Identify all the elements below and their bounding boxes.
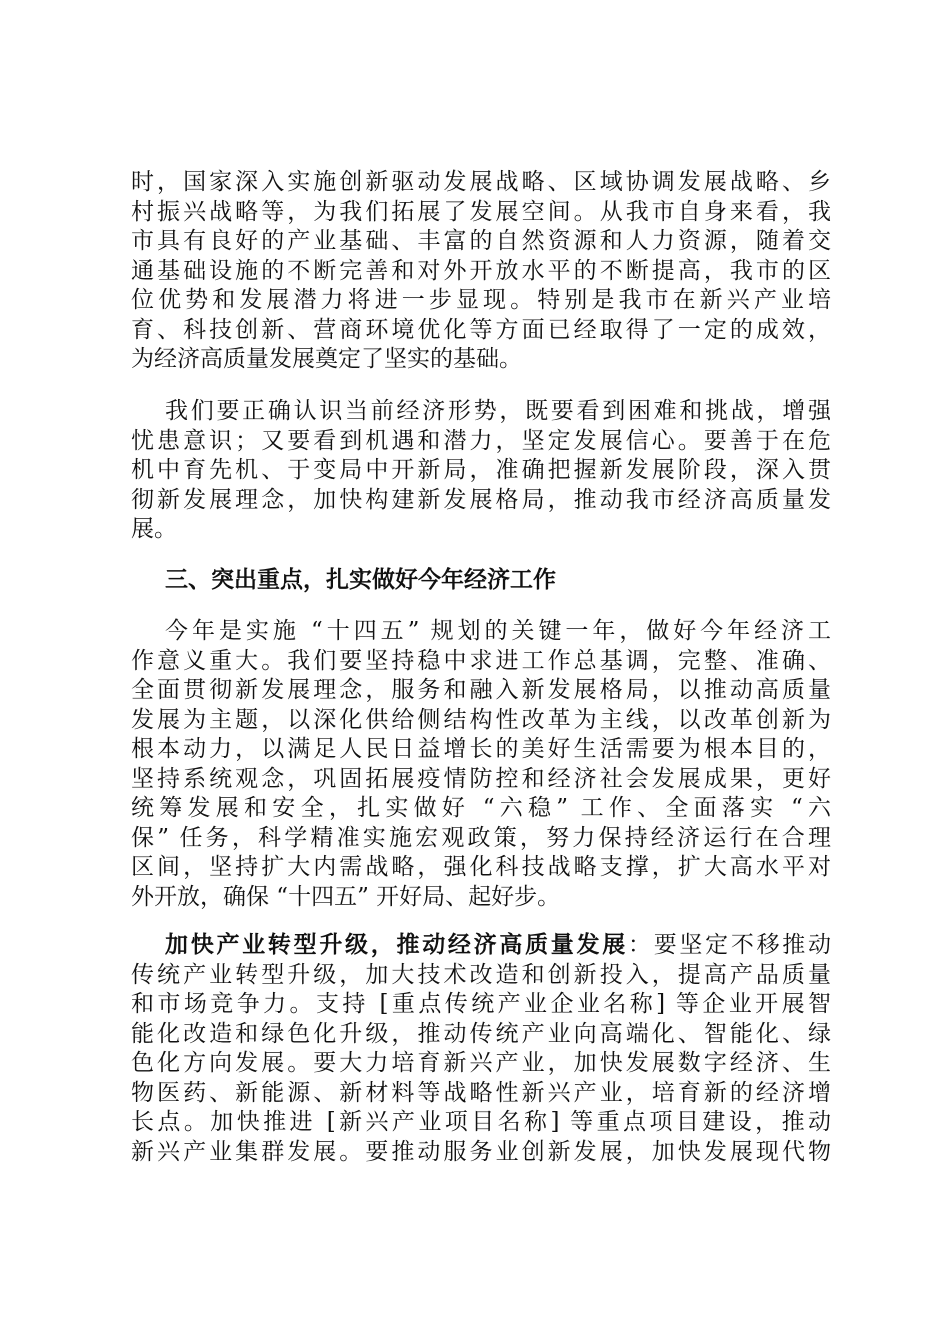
paragraph-4 xyxy=(131,930,831,1167)
text-line: 坚持系统观念，巩固拓展疫情防控和经济社会发展成果，更好 xyxy=(131,765,831,792)
text-line: 位优势和发展潜力将进一步显现。特别是我市在新兴产业培 xyxy=(131,287,831,313)
paragraph-lead-rest: ：要坚定不移推动 xyxy=(627,932,832,958)
text-line: 忧患意识；又要看到机遇和潜力，坚定发展信心。要善于在危 xyxy=(131,427,831,454)
text-line: 作意义重大。我们要坚持稳中求进工作总基调，完整、准确、 xyxy=(131,647,831,674)
text-line: 根本动力，以满足人民日益增长的美好生活需要为根本目的， xyxy=(131,736,831,762)
text-line: 时，国家深入实施创新驱动发展战略、区域协调发展战略、乡 xyxy=(131,169,831,195)
text-line: 区间，坚持扩大内需战略，强化科技战略支撑，扩大高水平对 xyxy=(131,854,831,880)
paragraph-lead: 加快产业转型升级，推动经济高质量发展 xyxy=(165,931,628,958)
text-line: 村振兴战略等，为我们拓展了发展空间。从我市自身来看，我 xyxy=(131,198,831,225)
text-line: 和市场竞争力。支持 [重点传统产业企业名称] 等企业开展智 xyxy=(131,991,831,1017)
text-line: 色化方向发展。要大力培育新兴产业，加快发展数字经济、生 xyxy=(131,1050,831,1076)
text-line: 今年是实施 “十四五” 规划的关键一年，做好今年经济工 xyxy=(165,618,831,644)
text-line: 传统产业转型升级，加大技术改造和创新投入，提高产品质量 xyxy=(131,961,831,988)
text-line: 新兴产业集群发展。要推动服务业创新发展，加快发展现代物 xyxy=(131,1138,831,1165)
text-line: 统筹发展和安全，扎实做好 “六稳” 工作、全面落实 “六 xyxy=(131,795,831,821)
text-line: 展。 xyxy=(131,516,177,542)
text-line: 发展为主题，以深化供给侧结构性改革为主线，以改革创新为 xyxy=(131,706,831,733)
text-line: 育、科技创新、营商环境优化等方面已经取得了一定的成效， xyxy=(131,316,831,343)
paragraph-2 xyxy=(131,397,831,545)
text-line: 长点。加快推进 [新兴产业项目名称] 等重点项目建设，推动 xyxy=(131,1109,831,1135)
text-line: 市具有良好的产业基础、丰富的自然资源和人力资源，随着交 xyxy=(131,228,831,254)
text-line: 机中育先机、于变局中开新局，准确把握新发展阶段，深入贯 xyxy=(131,457,831,483)
text-line xyxy=(131,930,831,961)
text-line: 为经济高质量发展奠定了坚实的基础。 xyxy=(131,346,522,372)
section-heading: 三、突出重点，扎实做好今年经济工作 xyxy=(165,566,556,593)
text-line: 通基础设施的不断完善和对外开放水平的不断提高，我市的区 xyxy=(131,257,831,284)
text-line: 我们要正确认识当前经济形势，既要看到困难和挑战，增强 xyxy=(165,398,831,424)
paragraph-3 xyxy=(131,617,831,912)
text-line: 外开放，确保 “十四五” 开好局、起好步。 xyxy=(131,883,561,910)
paragraph-1 xyxy=(131,168,831,375)
text-line: 物医药、新能源、新材料等战略性新兴产业，培育新的经济增 xyxy=(131,1079,831,1106)
text-line: 彻新发展理念，加快构建新发展格局，推动我市经济高质量发 xyxy=(131,486,831,513)
text-line: 保” 任务，科学精准实施宏观政策，努力保持经济运行在合理 xyxy=(131,824,831,851)
text-line: 全面贯彻新发展理念，服务和融入新发展格局，以推动高质量 xyxy=(131,677,831,703)
text-line: 能化改造和绿色化升级，推动传统产业向高端化、智能化、绿 xyxy=(131,1020,831,1047)
